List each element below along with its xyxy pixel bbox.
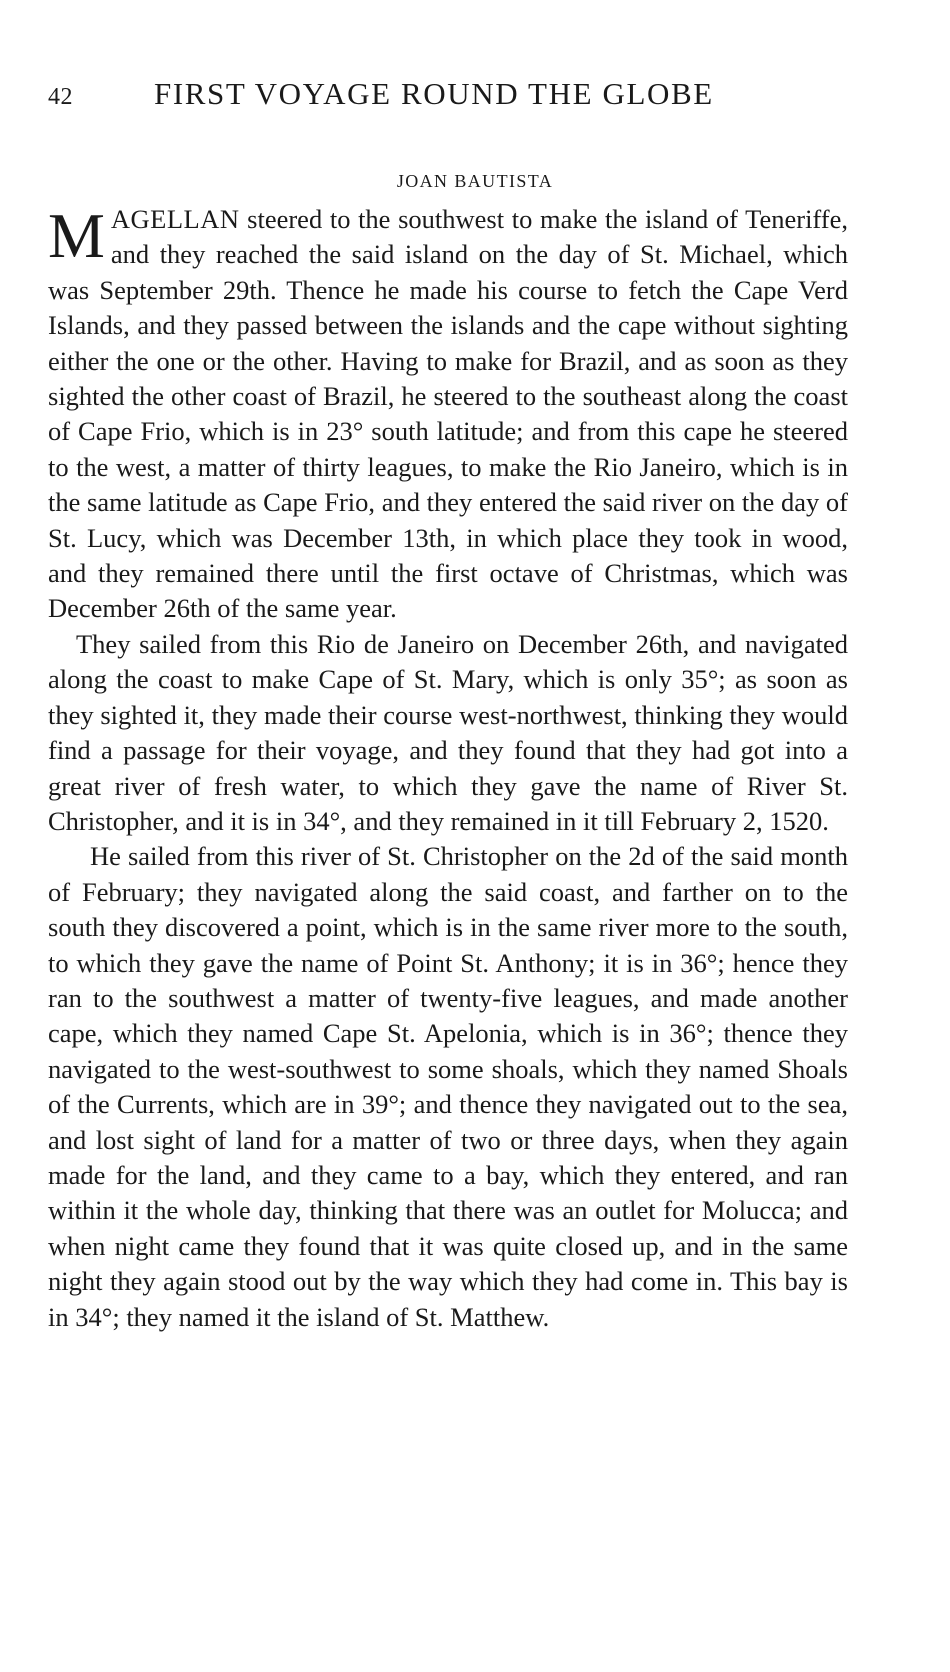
paragraph-3: He sailed from this river of St. Christopher on the 2d of the said month of February; they navigated along the said coast, and farther on to the south they discovered a point, which is in the same river more to the south, to which they gave the name of Point St. Anthony; it is in 36°; hence they ran to the southwest a matter of twenty-five leagues, and made another cape, which they named Cape St. Apelonia, which is in 36°; thence they navigated to the west-southwest to some shoals, which they named Shoals of the Currents, which are in 39°; and thence they navigated out to the sea, and lost sight of land for a matter of two or three days, when they again made for the land, and they came to a bay, which they entered, and ran within it the whole day, thinking that there was an outlet for Molucca; and when night came they found that it was quite closed up, and in the same night they again stood out by the way which they had come in. This bay is in 34°; they named it the island of St. Matthew. — [48, 841, 848, 1332]
section-heading: JOAN BAUTISTA — [396, 171, 554, 191]
book-title: FIRST VOYAGE ROUND THE GLOBE — [154, 76, 714, 111]
paragraph-1-text: steered to the southwest to make the island of Teneriffe, and they reached the said island on the day of St. Michael, which was September 29th. Thence he made his course to fetch the Cape Verd Islands, and they passed between the islands and the cape without sighting either the one or the other. Having to make for Brazil, and as soon as they sighted the other coast of Brazil, he steered to the southeast along the coast of Cape Frio, which is in 23° south latitude; and from this cape he steered to the west, a matter of thirty leagues, to make the Rio Janeiro, which is in the same latitude as Cape Frio, and they entered the said river on the day of St. Lucy, which was December 13th, in which place they took in wood, and they remained there until the first octave of Christmas, which was December 26th of the same year. — [48, 204, 848, 624]
paragraph-1 — [48, 202, 848, 627]
paragraph-2: They sailed from this Rio de Janeiro on December 26th, and navigated along the coast to make Cape of St. Mary, which is only 35°; as soon as they sighted it, they made their course west-northwest, thinking they would find a passage for their voyage, and they found that they had got into a great river of fresh water, to which they gave the name of River St. Christopher, and it is in 34°, and they remained in it till February 2, 1520. — [48, 628, 848, 836]
drop-cap: M — [48, 200, 105, 271]
body-text — [48, 202, 848, 1335]
page-number: 42 — [48, 84, 73, 110]
paragraph-1-lead: AGELLAN — [110, 204, 240, 234]
running-header — [48, 76, 848, 116]
